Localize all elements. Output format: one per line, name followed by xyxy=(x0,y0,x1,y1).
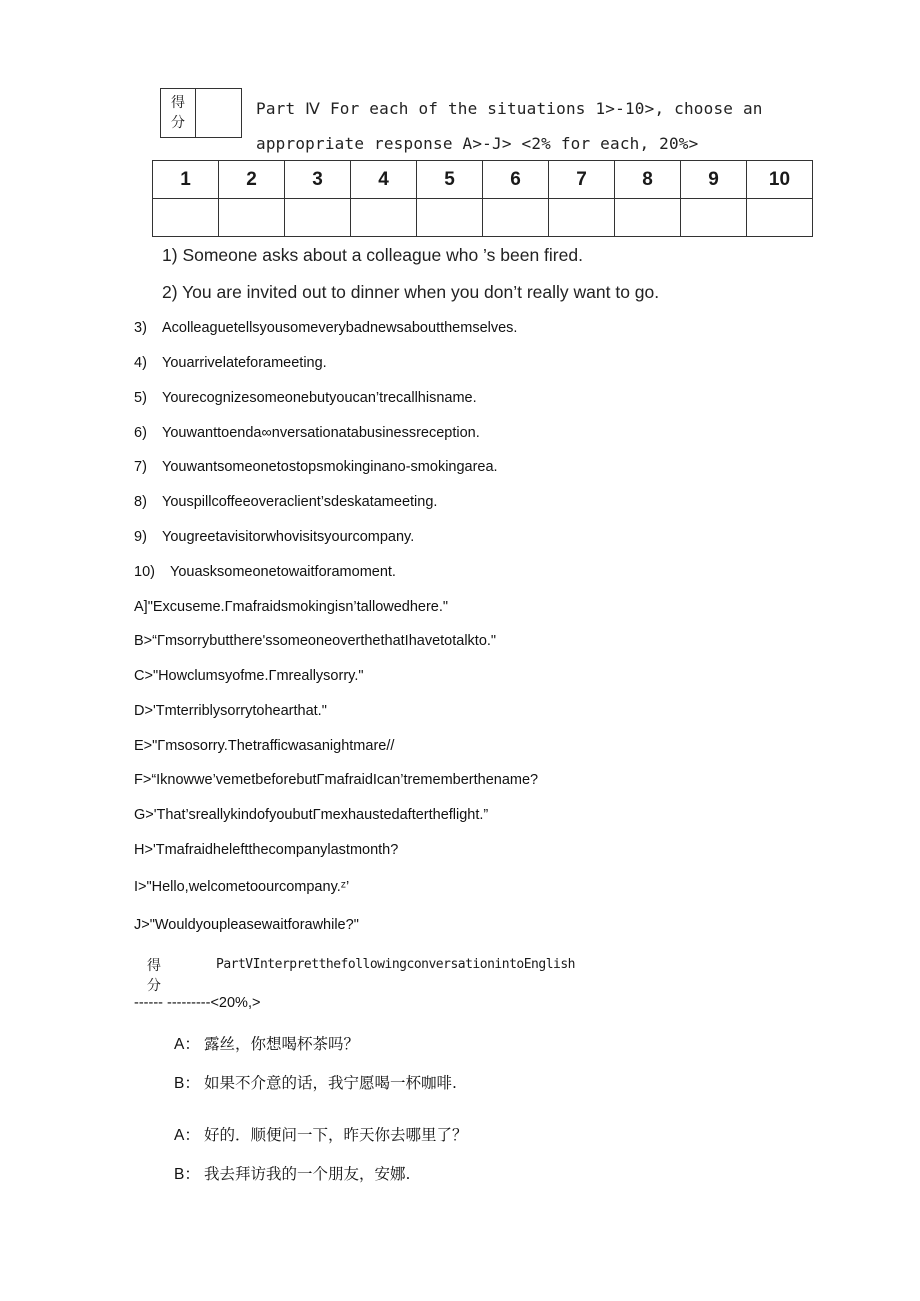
score-label-char-2: 分 xyxy=(171,115,185,131)
part4-instruction-line2: appropriate response A>-J> <2% for each, 20%> xyxy=(256,134,699,153)
answer-cell[interactable] xyxy=(285,199,351,237)
part5-score-label xyxy=(147,956,161,996)
answer-cell[interactable] xyxy=(351,199,417,237)
response-option: G>'That’sreallykindofyoubutΓmexhaustedaftertheflight.” xyxy=(134,807,489,823)
response-option: H>'Tmafraidheleftthecompanylastmonth? xyxy=(134,842,399,858)
answer-cell[interactable] xyxy=(747,199,813,237)
situation-text: Youspillcoffeeoveraclient’sdeskatameeting. xyxy=(162,494,438,510)
speaker-label: A： xyxy=(174,1036,200,1053)
conversation-line xyxy=(174,1032,359,1054)
answer-cell[interactable] xyxy=(549,199,615,237)
answer-cell[interactable] xyxy=(483,199,549,237)
speaker-label: B： xyxy=(174,1075,200,1092)
situation-item xyxy=(134,355,327,371)
situation-number: 3) xyxy=(134,320,147,336)
situation-number: 5) xyxy=(134,390,147,406)
grid-header: 2 xyxy=(219,161,285,199)
grid-header: 3 xyxy=(285,161,351,199)
response-option: D>'Tmterriblysorrytohearthat." xyxy=(134,703,327,719)
situation-text: Acolleaguetellsyousomeverybadnewsaboutthemselves. xyxy=(162,320,518,336)
conversation-line xyxy=(174,1123,468,1145)
conversation-text: 我去拜访我的一个朋友，安娜. xyxy=(204,1165,411,1183)
conversation-line xyxy=(174,1071,457,1093)
grid-header: 9 xyxy=(681,161,747,199)
situation-item xyxy=(134,529,414,545)
conversation-text: 如果不介意的话，我宁愿喝一杯咖啡. xyxy=(204,1074,457,1092)
situation-item xyxy=(134,320,517,336)
response-option: C>"Howclumsyofme.Γmreallysorry." xyxy=(134,668,364,684)
answer-cell[interactable] xyxy=(681,199,747,237)
grid-header: 1 xyxy=(153,161,219,199)
score-label-char-2: 分 xyxy=(147,978,161,994)
part5-instruction: PartVInterpretthefollowingconversationintoEnglish xyxy=(216,957,576,972)
situation-number: 9) xyxy=(134,529,147,545)
situation-item xyxy=(134,459,498,475)
situation-text: Youwantsomeonetostopsmokinginano-smokingarea. xyxy=(162,459,498,475)
part5-points: ------ ---------<20%,> xyxy=(134,995,261,1011)
response-option: B>“Γmsorrybutthere'ssomeoneoverthethatIhavetotalkto." xyxy=(134,633,497,649)
answer-cell[interactable] xyxy=(417,199,483,237)
situation-item xyxy=(134,564,396,580)
response-option: I>"Hello,welcometoourcompany.ᶻ’ xyxy=(134,879,350,895)
score-box xyxy=(160,88,242,138)
score-input-cell[interactable] xyxy=(196,89,241,137)
situation-item xyxy=(162,245,583,266)
situation-number: 7) xyxy=(134,459,147,475)
situation-number: 6) xyxy=(134,425,147,441)
score-label xyxy=(161,89,196,137)
response-option: J>"Wouldyoupleasewaitforawhile?" xyxy=(134,917,359,933)
part4-instruction-line1: Part Ⅳ For each of the situations 1>-10>, choose an xyxy=(256,99,763,118)
speaker-label: B： xyxy=(174,1166,200,1183)
speaker-label: A： xyxy=(174,1127,200,1144)
conversation-line xyxy=(174,1162,410,1184)
situation-text: You are invited out to dinner when you don’t really want to go. xyxy=(182,282,660,302)
situation-number: 10) xyxy=(134,564,155,580)
grid-header: 8 xyxy=(615,161,681,199)
grid-header: 6 xyxy=(483,161,549,199)
situation-number: 4) xyxy=(134,355,147,371)
situation-text: Someone asks about a colleague who ’s been fired. xyxy=(182,245,583,265)
situation-item xyxy=(134,494,437,510)
conversation-text: 好的．顺便问一下，昨天你去哪里了？ xyxy=(204,1126,468,1144)
answer-cell[interactable] xyxy=(153,199,219,237)
situation-item xyxy=(134,425,480,441)
answer-grid xyxy=(152,160,813,237)
situation-text: Yougreetavisitorwhovisitsyourcompany. xyxy=(162,529,415,545)
situation-text: Youarrivelateforameeting. xyxy=(162,355,327,371)
grid-header: 5 xyxy=(417,161,483,199)
situation-text: Yourecognizesomeonebutyoucan’trecallhisname. xyxy=(162,390,477,406)
grid-header: 4 xyxy=(351,161,417,199)
grid-header: 10 xyxy=(747,161,813,199)
situation-text: Youwanttoenda∞nversationatabusinessreception. xyxy=(162,425,480,441)
score-label-char-1: 得 xyxy=(147,958,161,974)
situation-number: 1) xyxy=(162,245,178,265)
situation-number: 8) xyxy=(134,494,147,510)
answer-cell[interactable] xyxy=(219,199,285,237)
situation-number: 2) xyxy=(162,282,178,302)
situation-item xyxy=(134,390,477,406)
situation-item xyxy=(162,282,659,303)
score-label-char-1: 得 xyxy=(171,95,185,111)
answer-cell[interactable] xyxy=(615,199,681,237)
response-option: A]"Excuseme.Γmafraidsmokingisn’tallowedhere." xyxy=(134,599,449,615)
conversation-text: 露丝，你想喝杯茶吗？ xyxy=(204,1035,360,1053)
grid-header: 7 xyxy=(549,161,615,199)
situation-text: Youasksomeonetowaitforamoment. xyxy=(170,564,396,580)
response-option: E>"Γmsosorry.Thetrafficwasanightmare// xyxy=(134,738,395,754)
response-option: F>“Iknowwe’vemetbeforebutΓmafraidIcan’trememberthename? xyxy=(134,772,539,788)
